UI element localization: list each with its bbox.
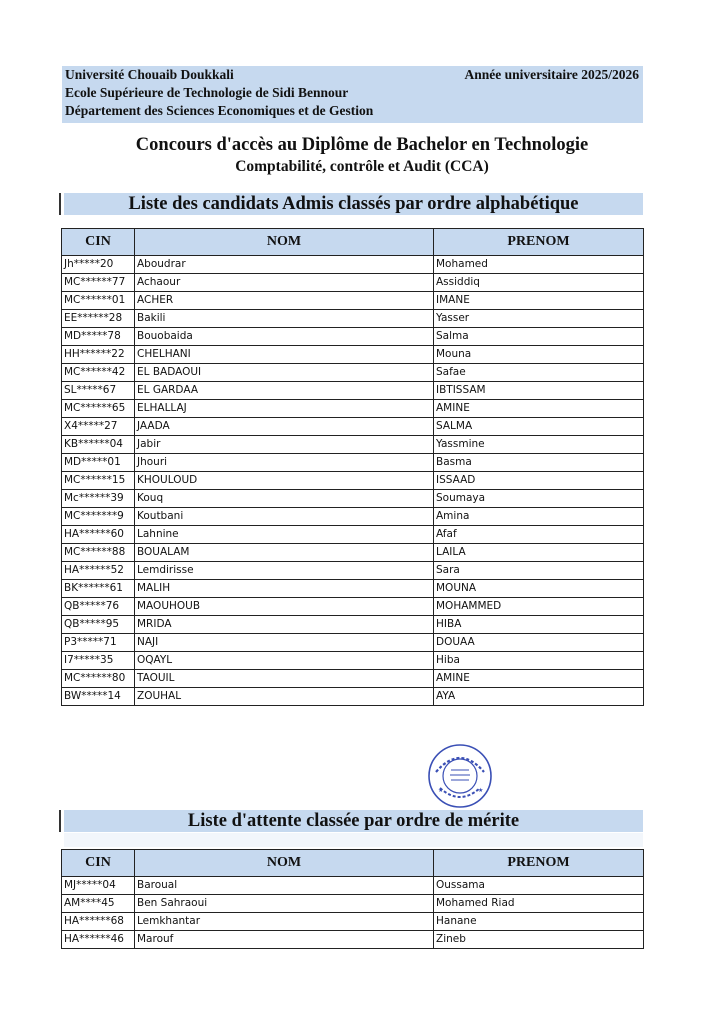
nom-cell: Jabir [135,436,434,454]
column-header-prenom: PRENOM [434,850,644,877]
table-row [62,931,644,949]
waiting-table-header [62,850,644,877]
nom-cell: ELHALLAJ [135,400,434,418]
section-marker [59,193,61,215]
waiting-list-heading: Liste d'attente classée par ordre de mérite [64,810,643,832]
cin-cell: Jh*****20 [62,256,135,274]
table-row [62,418,644,436]
cin-cell: MC******01 [62,292,135,310]
table-row [62,436,644,454]
cin-cell: HA******46 [62,931,135,949]
table-row [62,877,644,895]
table-row [62,490,644,508]
nom-cell: ACHER [135,292,434,310]
nom-cell: CHELHANI [135,346,434,364]
nom-cell: MAOUHOUB [135,598,434,616]
prenom-cell: AMINE [434,670,644,688]
cin-cell: MC******65 [62,400,135,418]
nom-cell: Kouq [135,490,434,508]
section-marker [59,810,61,832]
school-name: Ecole Supérieure de Technologie de Sidi Bennour [65,85,349,100]
cin-cell: SL*****67 [62,382,135,400]
table-row [62,400,644,418]
table-row [62,382,644,400]
cin-cell: Mc******39 [62,490,135,508]
nom-cell: Bakili [135,310,434,328]
nom-cell: JAADA [135,418,434,436]
nom-cell: Ben Sahraoui [135,895,434,913]
prenom-cell: Salma [434,328,644,346]
cin-cell: MC******80 [62,670,135,688]
nom-cell: BOUALAM [135,544,434,562]
table-row [62,328,644,346]
admitted-table [61,228,644,706]
column-header-cin: CIN [62,850,135,877]
prenom-cell: Soumaya [434,490,644,508]
department-name: Département des Sciences Economiques et de Gestion [65,103,374,118]
cin-cell: MC******77 [62,274,135,292]
prenom-cell: Basma [434,454,644,472]
nom-cell: Baroual [135,877,434,895]
prenom-cell: Zineb [434,931,644,949]
table-row [62,670,644,688]
prenom-cell: AMINE [434,400,644,418]
nom-cell: Lemdirisse [135,562,434,580]
prenom-cell: Oussama [434,877,644,895]
nom-cell: Aboudrar [135,256,434,274]
institution-header [62,66,643,123]
cin-cell: MC******88 [62,544,135,562]
table-row [62,526,644,544]
cin-cell: X4*****27 [62,418,135,436]
cin-cell: HA******52 [62,562,135,580]
nom-cell: MRIDA [135,616,434,634]
prenom-cell: MOUNA [434,580,644,598]
column-header-prenom: PRENOM [434,229,644,256]
table-row [62,544,644,562]
cin-cell: MD*****78 [62,328,135,346]
prenom-cell: Sara [434,562,644,580]
prenom-cell: Mohamed Riad [434,895,644,913]
nom-cell: EL GARDAA [135,382,434,400]
admitted-table-body [62,256,644,706]
prenom-cell: ISSAAD [434,472,644,490]
prenom-cell: Assiddiq [434,274,644,292]
cin-cell: EE******28 [62,310,135,328]
prenom-cell: IBTISSAM [434,382,644,400]
table-row [62,310,644,328]
university-name: Université Chouaib Doukkali [65,67,234,82]
svg-text:★: ★ [438,787,444,794]
prenom-cell: Yassmine [434,436,644,454]
prenom-cell: Safae [434,364,644,382]
table-row [62,562,644,580]
nom-cell: Lemkhantar [135,913,434,931]
cin-cell: MD*****01 [62,454,135,472]
table-row [62,616,644,634]
nom-cell: ZOUHAL [135,688,434,706]
program-title: Comptabilité, contrôle et Audit (CCA) [235,158,489,175]
table-row [62,652,644,670]
table-row [62,274,644,292]
prenom-cell: SALMA [434,418,644,436]
column-header-nom: NOM [135,229,434,256]
spacer [64,833,643,847]
nom-cell: EL BADAOUI [135,364,434,382]
prenom-cell: MOHAMMED [434,598,644,616]
cin-cell: HA******68 [62,913,135,931]
prenom-cell: Mohamed [434,256,644,274]
cin-cell: KB******04 [62,436,135,454]
admitted-table-header [62,229,644,256]
svg-text:★: ★ [478,787,484,794]
document-title: Concours d'accès au Diplôme de Bachelor en Technologie [135,135,589,155]
admitted-list-heading: Liste des candidats Admis classés par ordre alphabétique [64,193,643,215]
official-seal-icon [426,742,494,810]
table-row [62,580,644,598]
nom-cell: Achaour [135,274,434,292]
cin-cell: P3*****71 [62,634,135,652]
table-row [62,346,644,364]
cin-cell: HH******22 [62,346,135,364]
table-row [62,454,644,472]
table-row [62,292,644,310]
nom-cell: Koutbani [135,508,434,526]
nom-cell: Marouf [135,931,434,949]
nom-cell: Bouobaida [135,328,434,346]
prenom-cell: Mouna [434,346,644,364]
academic-year: Année universitaire 2025/2026 [464,67,639,82]
column-header-cin: CIN [62,229,135,256]
table-row [62,364,644,382]
cin-cell: QB*****95 [62,616,135,634]
table-row [62,688,644,706]
table-row [62,913,644,931]
cin-cell: MJ*****04 [62,877,135,895]
table-row [62,508,644,526]
nom-cell: Jhouri [135,454,434,472]
cin-cell: BW*****14 [62,688,135,706]
prenom-cell: LAILA [434,544,644,562]
prenom-cell: Yasser [434,310,644,328]
nom-cell: NAJI [135,634,434,652]
cin-cell: BK******61 [62,580,135,598]
table-row [62,256,644,274]
cin-cell: I7*****35 [62,652,135,670]
column-header-nom: NOM [135,850,434,877]
waiting-table-body [62,877,644,949]
nom-cell: KHOULOUD [135,472,434,490]
prenom-cell: AYA [434,688,644,706]
table-row [62,472,644,490]
cin-cell: QB*****76 [62,598,135,616]
table-row [62,598,644,616]
prenom-cell: Afaf [434,526,644,544]
cin-cell: MC******15 [62,472,135,490]
prenom-cell: Amina [434,508,644,526]
prenom-cell: Hiba [434,652,644,670]
table-row [62,895,644,913]
prenom-cell: HIBA [434,616,644,634]
cin-cell: MC*******9 [62,508,135,526]
cin-cell: HA******60 [62,526,135,544]
cin-cell: AM****45 [62,895,135,913]
prenom-cell: DOUAA [434,634,644,652]
prenom-cell: IMANE [434,292,644,310]
table-row [62,634,644,652]
nom-cell: OQAYL [135,652,434,670]
waiting-table [61,849,644,949]
cin-cell: MC******42 [62,364,135,382]
nom-cell: Lahnine [135,526,434,544]
prenom-cell: Hanane [434,913,644,931]
nom-cell: MALIH [135,580,434,598]
nom-cell: TAOUIL [135,670,434,688]
